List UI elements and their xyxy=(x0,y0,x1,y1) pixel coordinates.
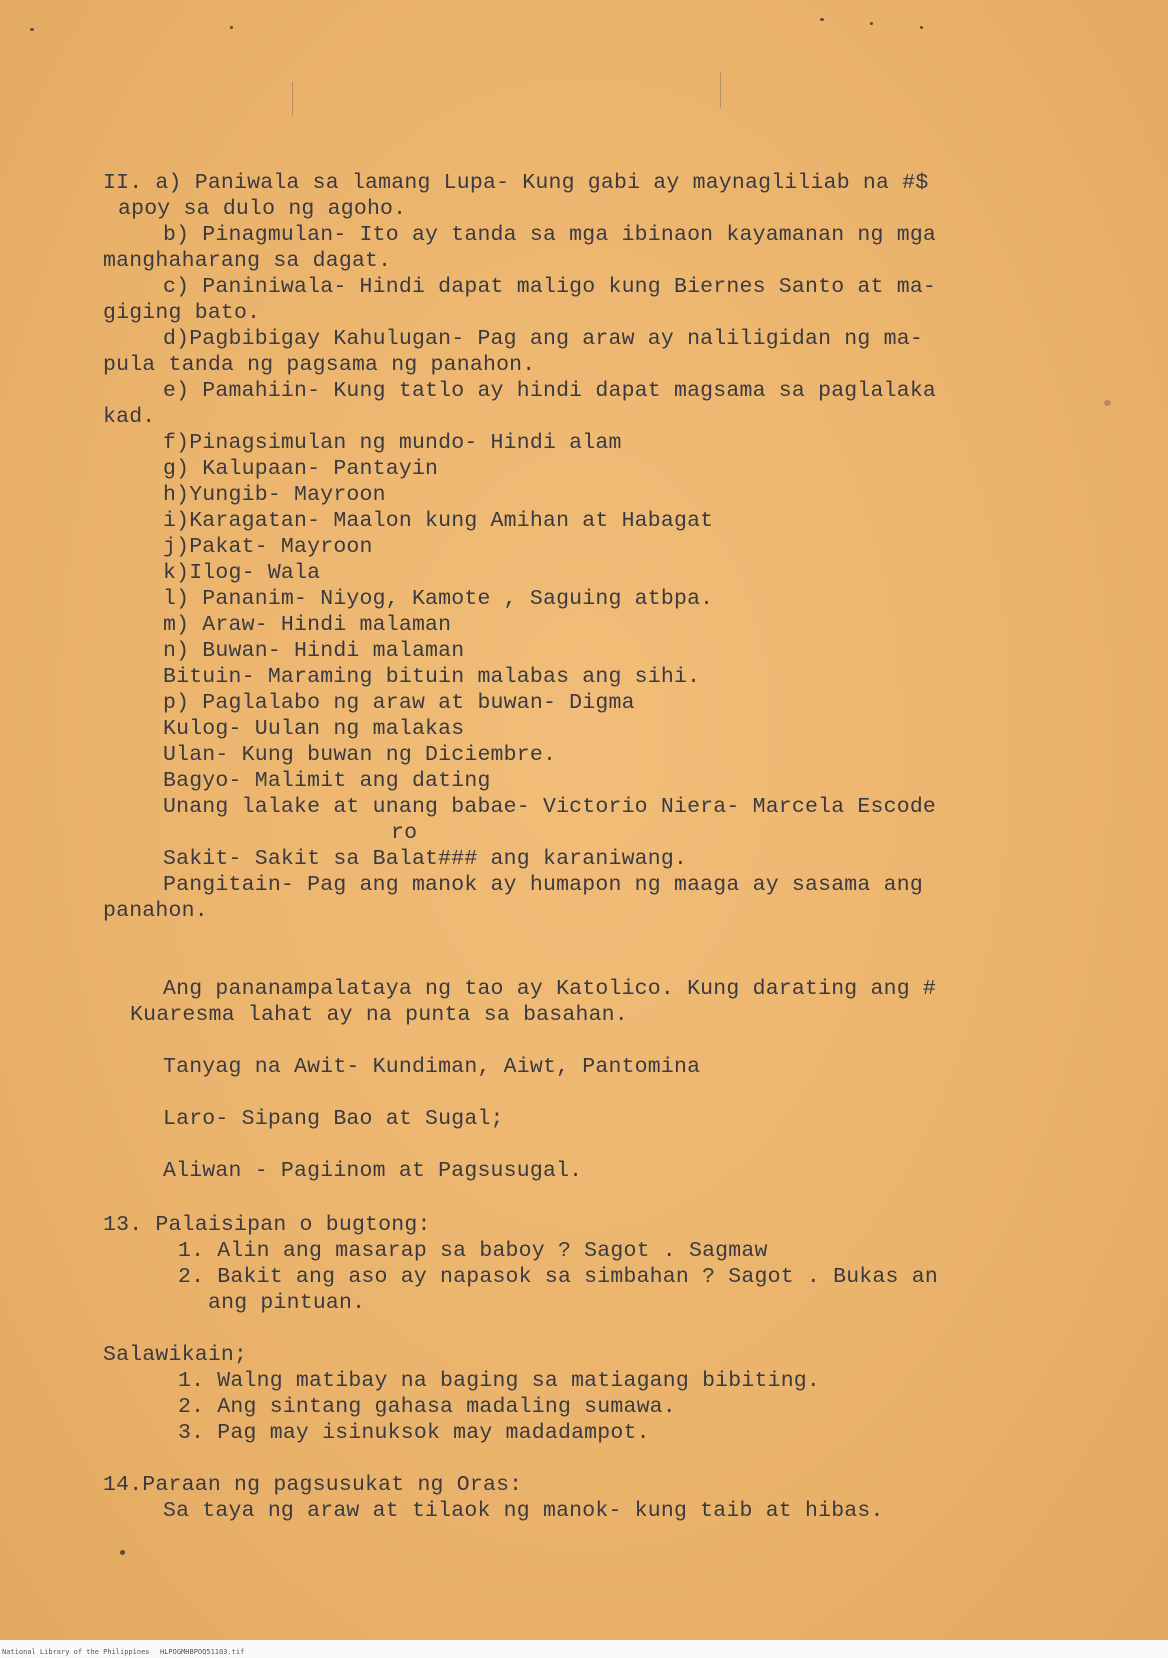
leisure: Aliwan - Pagiinom at Pagsusugal. xyxy=(163,1159,583,1183)
paper-crease xyxy=(720,72,721,108)
proverb-3: 3. Pag may isinuksok may madadampot. xyxy=(178,1421,650,1445)
religion-line-2: Kuaresma lahat ay na punta sa basahan. xyxy=(130,1003,628,1027)
belief-i: i)Karagatan- Maalon kung Amihan at Habagat xyxy=(163,509,714,533)
belief-b: b) Pinagmulan- Ito ay tanda sa mga ibinaon kayamanan ng mga xyxy=(163,223,937,247)
belief-b-continuation: manghaharang sa dagat. xyxy=(103,249,392,273)
proverbs-heading: Salawikain; xyxy=(103,1343,248,1367)
paper-speck xyxy=(30,28,34,31)
belief-bagyo: Bagyo- Malimit ang dating xyxy=(163,769,491,793)
belief-n: n) Buwan- Hindi malaman xyxy=(163,639,465,663)
belief-unang: Unang lalake at unang babae- Victorio Niera- Marcela Escode xyxy=(163,795,937,819)
paper-speck xyxy=(920,26,923,29)
belief-ulan: Ulan- Kung buwan ng Diciembre. xyxy=(163,743,557,767)
time-measurement-text: Sa taya ng araw at tilaok ng manok- kung taib at hibas. xyxy=(163,1499,884,1523)
proverb-2: 2. Ang sintang gahasa madaling sumawa. xyxy=(178,1395,676,1419)
paper-speck xyxy=(820,18,824,21)
games: Laro- Sipang Bao at Sugal; xyxy=(163,1107,504,1131)
paper-speck xyxy=(1104,400,1111,406)
belief-e: e) Pamahiin- Kung tatlo ay hindi dapat magsama sa paglalaka xyxy=(163,379,937,403)
paper-speck xyxy=(230,26,233,29)
belief-sakit: Sakit- Sakit sa Balat### ang karaniwang. xyxy=(163,847,688,871)
footer-file-id: HLPOGMHBPOQ51103.tif xyxy=(160,1648,245,1656)
belief-f: f)Pinagsimulan ng mundo- Hindi alam xyxy=(163,431,622,455)
belief-k: k)Ilog- Wala xyxy=(163,561,321,585)
paper-speck xyxy=(120,1550,125,1555)
paper-crease xyxy=(292,82,293,116)
belief-c: c) Paniniwala- Hindi dapat maligo kung Biernes Santo at ma- xyxy=(163,275,937,299)
riddle-2: 2. Bakit ang aso ay napasok sa simbahan ? Sagot . Bukas an xyxy=(178,1265,938,1289)
belief-a-continuation: apoy sa dulo ng agoho. xyxy=(118,197,407,221)
proverb-1: 1. Walng matibay na baging sa matiagang bibiting. xyxy=(178,1369,821,1393)
paper-speck xyxy=(870,22,873,25)
belief-j: j)Pakat- Mayroon xyxy=(163,535,373,559)
riddle-1: 1. Alin ang masarap sa baboy ? Sagot . Sagmaw xyxy=(178,1239,768,1263)
belief-p: p) Paglalabo ng araw at buwan- Digma xyxy=(163,691,635,715)
belief-bituin: Bituin- Maraming bituin malabas ang sihi. xyxy=(163,665,701,689)
belief-pangitain: Pangitain- Pag ang manok ay humapon ng maaga ay sasama ang xyxy=(163,873,923,897)
time-measurement-heading: 14.Paraan ng pagsusukat ng Oras: xyxy=(103,1473,523,1497)
footer-institution: National Library of the Philippines xyxy=(2,1648,150,1656)
belief-m: m) Araw- Hindi malaman xyxy=(163,613,452,637)
belief-pangitain-continuation: panahon. xyxy=(103,899,208,923)
belief-unang-continuation: ro xyxy=(391,821,418,845)
belief-d-continuation: pula tanda ng pagsama ng panahon. xyxy=(103,353,536,377)
belief-e-continuation: kad. xyxy=(103,405,156,429)
belief-c-continuation: giging bato. xyxy=(103,301,261,325)
riddle-2-continuation: ang pintuan. xyxy=(208,1291,366,1315)
belief-d: d)Pagbibigay Kahulugan- Pag ang araw ay naliligidan ng ma- xyxy=(163,327,923,351)
belief-a: II. a) Paniwala sa lamang Lupa- Kung gabi ay maynagliliab na #$ xyxy=(103,171,929,195)
belief-h: h)Yungib- Mayroon xyxy=(163,483,386,507)
popular-songs: Tanyag na Awit- Kundiman, Aiwt, Pantomina xyxy=(163,1055,701,1079)
belief-l: l) Pananim- Niyog, Kamote , Saguing atbpa. xyxy=(163,587,714,611)
belief-g: g) Kalupaan- Pantayin xyxy=(163,457,439,481)
religion-line-1: Ang pananampalataya ng tao ay Katolico. Kung darating ang # xyxy=(163,977,937,1001)
riddles-heading: 13. Palaisipan o bugtong: xyxy=(103,1213,431,1237)
belief-kulog: Kulog- Uulan ng malakas xyxy=(163,717,465,741)
